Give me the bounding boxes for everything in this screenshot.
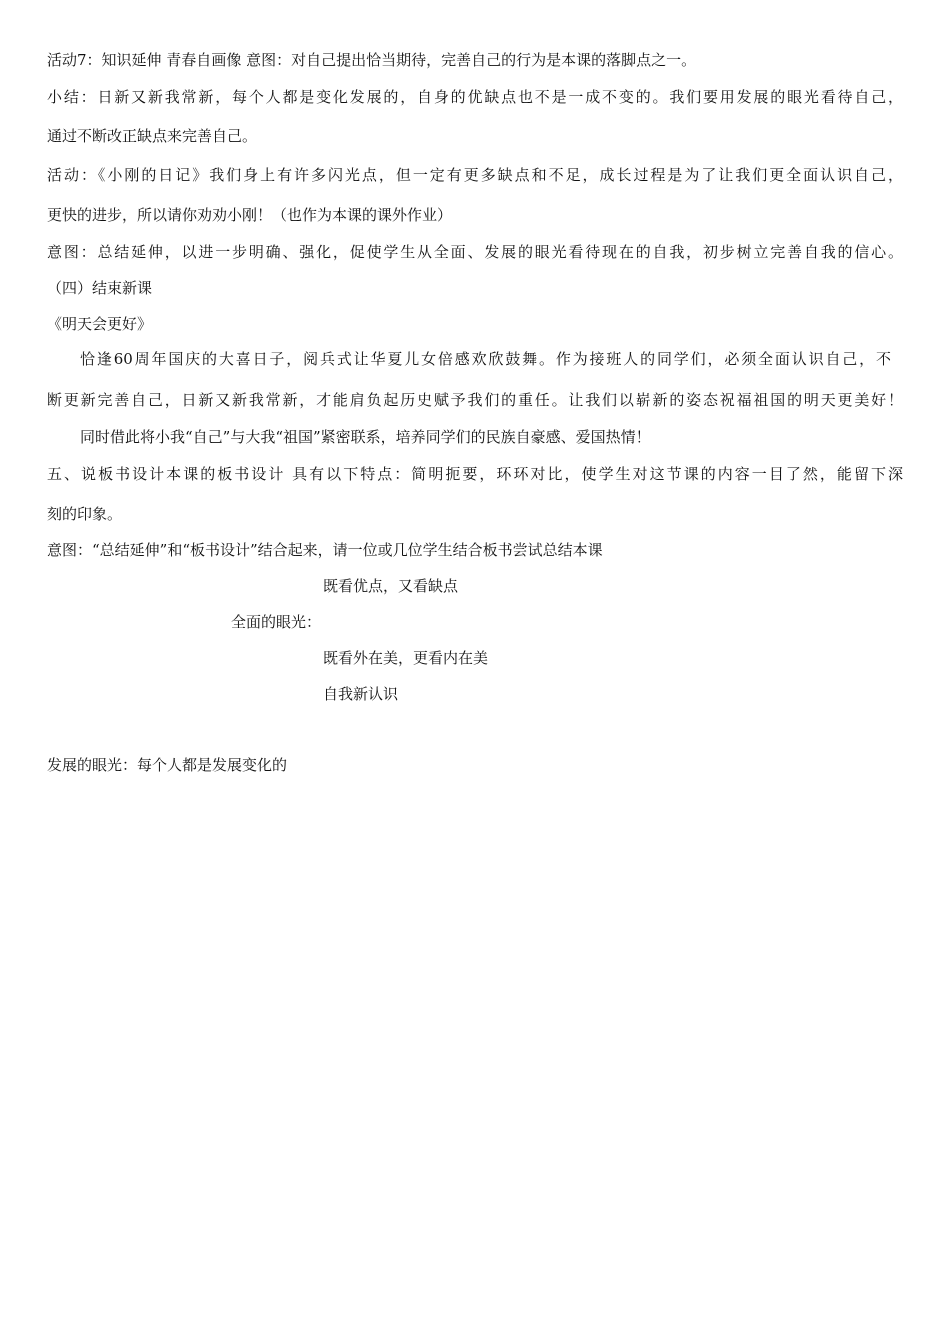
board-item-new-self-understanding: 自我新认识 (323, 685, 399, 703)
summary-line-2: 通过不断改正缺点来完善自己。 (47, 127, 258, 145)
closing-paragraph-line-2: 断更新完善自己，日新又新我常新，才能肩负起历史赋予我们的重任。让我们以崭新的姿态祝福祖国的明天更美好！ (47, 391, 903, 409)
activity-diary-line-1: 活动：《小刚的日记》我们身上有许多闪光点，但一定有更多缺点和不足，成长过程是为了让我们更全面认识自己， (47, 166, 903, 184)
activity-diary-line-2: 更快的进步，所以请你劝劝小刚！（也作为本课的课外作业） (47, 206, 453, 224)
activity-7-line: 活动7：知识延伸 青春自画像 意图：对自己提出恰当期待，完善自己的行为是本课的落脚点之一。 (47, 51, 697, 69)
closing-paragraph-line-1: 恰逢60周年国庆的大喜日子，阅兵式让华夏儿女倍感欢欣鼓舞。作为接班人的同学们，必须全面认识自己，不 (80, 350, 891, 368)
board-design-line-2: 刻的印象。 (47, 505, 123, 523)
board-design-line-1: 五、说板书设计本课的板书设计 具有以下特点：简明扼要，环环对比，使学生对这节课的内容一目了然，能留下深 (47, 465, 903, 483)
board-item-inner-outer-beauty: 既看外在美，更看内在美 (323, 649, 489, 667)
board-intent-line: 意图：“总结延伸”和“板书设计”结合起来，请一位或几位学生结合板书尝试总结本课 (47, 541, 603, 559)
section-end-lesson-heading: （四）结束新课 (47, 279, 153, 297)
song-title: 《明天会更好》 (47, 315, 153, 333)
board-development-view: 发展的眼光：每个人都是发展变化的 (47, 756, 288, 774)
board-item-strengths-weaknesses: 既看优点，又看缺点 (323, 577, 459, 595)
closing-paragraph-line-3: 同时借此将小我“自己”与大我“祖国”紧密联系，培养同学们的民族自豪感、爱国热情！ (80, 428, 651, 446)
intent-line: 意图：总结延伸，以进一步明确、强化，促使学生从全面、发展的眼光看待现在的自我，初步树立完善自我的信心。 (47, 243, 903, 261)
summary-line-1: 小结：日新又新我常新，每个人都是变化发展的，自身的优缺点也不是一成不变的。我们要用发展的眼光看待自己， (47, 88, 903, 106)
board-label-comprehensive-view: 全面的眼光： (231, 613, 322, 631)
